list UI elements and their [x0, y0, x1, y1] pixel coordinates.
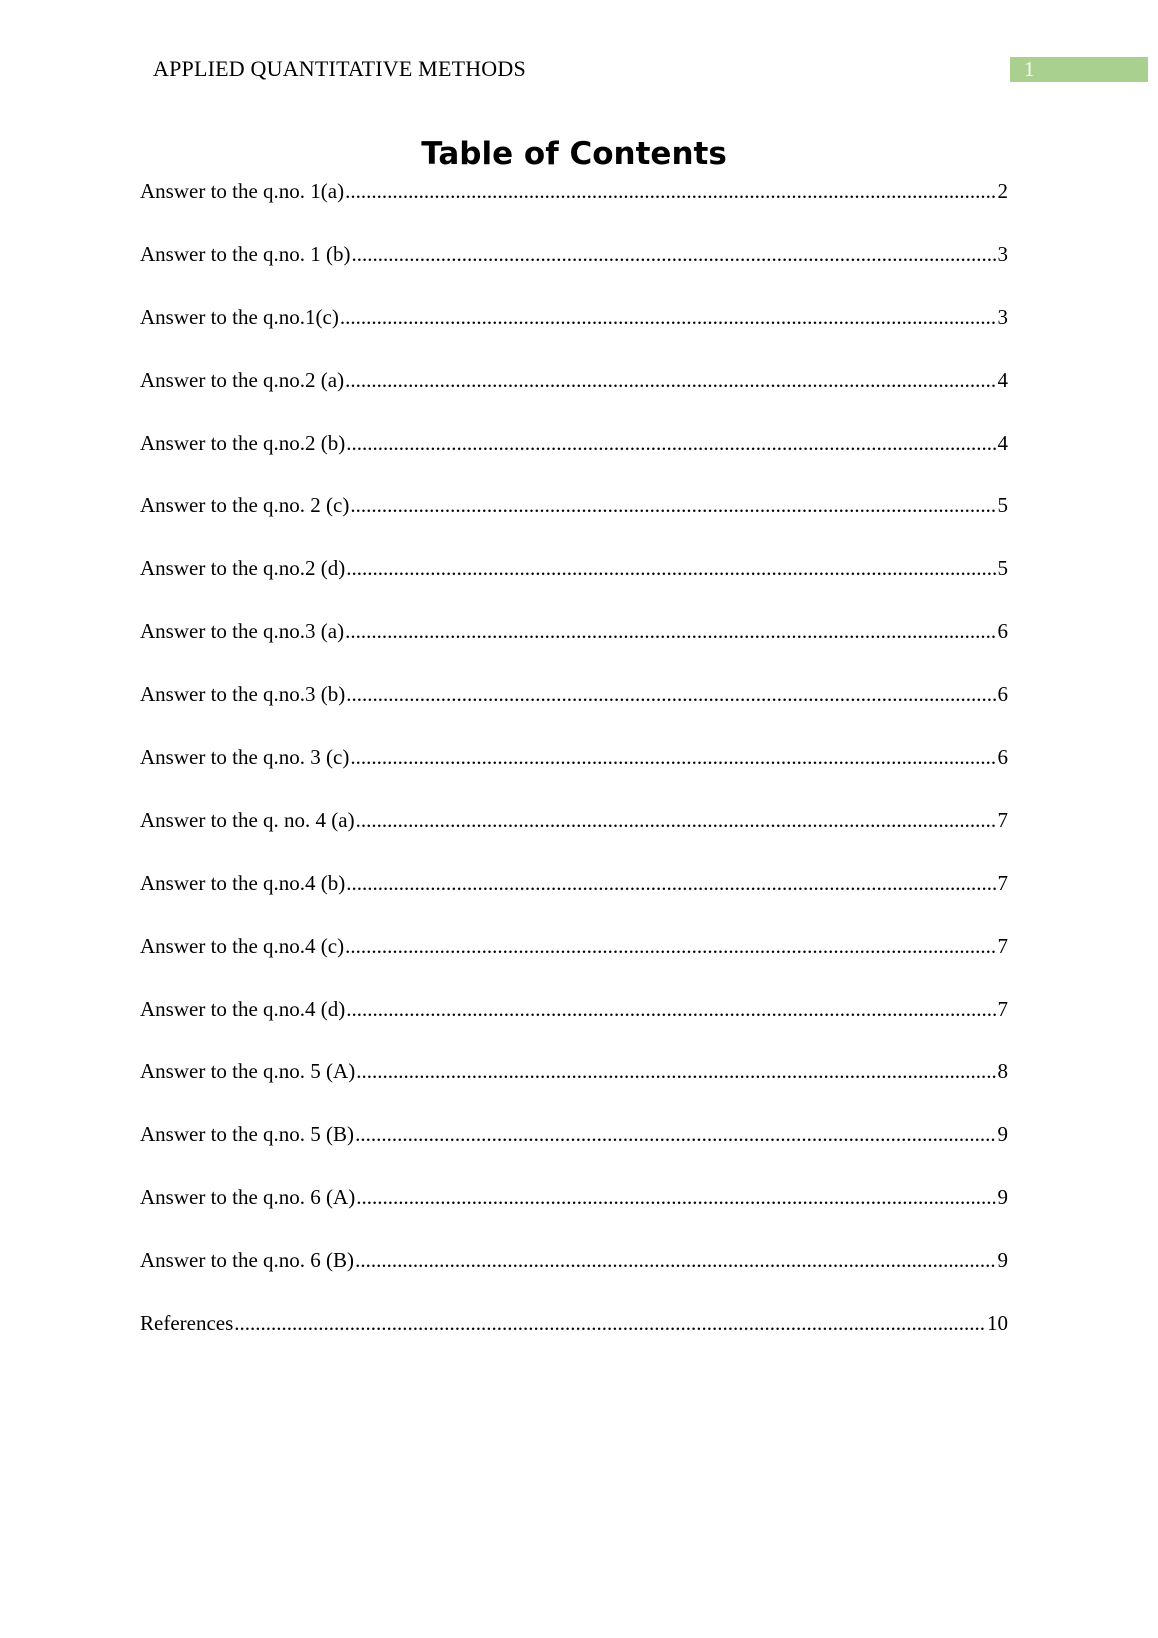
- dot-leader: [346, 679, 996, 709]
- toc-entry-label[interactable]: Answer to the q.no. 6 (A): [140, 1185, 356, 1210]
- running-head: APPLIED QUANTITATIVE METHODS: [153, 56, 526, 81]
- toc-entry[interactable]: [140, 805, 1008, 868]
- toc-entry-label[interactable]: Answer to the q.no.3 (b): [140, 682, 346, 707]
- toc-entry-page-number[interactable]: 8: [997, 1059, 1008, 1084]
- toc-entry-page-number[interactable]: 6: [997, 682, 1008, 707]
- toc-entry[interactable]: [140, 868, 1008, 931]
- dot-leader: [234, 1308, 986, 1338]
- dot-leader: [352, 239, 997, 269]
- dot-leader: [355, 1245, 996, 1275]
- toc-entry-page-number[interactable]: 5: [997, 556, 1008, 581]
- toc-list: [140, 176, 1008, 1371]
- dot-leader: [345, 931, 996, 961]
- dot-leader: [345, 176, 996, 206]
- page-number: 1: [1024, 57, 1035, 81]
- dot-leader: [346, 553, 996, 583]
- toc-entry-page-number[interactable]: 9: [997, 1248, 1008, 1273]
- toc-entry-page-number[interactable]: 5: [997, 493, 1008, 518]
- toc-entry-page-number[interactable]: 7: [997, 807, 1008, 832]
- page-number-badge: [1010, 57, 1148, 82]
- toc-entry[interactable]: [140, 1308, 1008, 1371]
- toc-entry-label[interactable]: Answer to the q.no. 5 (A): [140, 1059, 356, 1084]
- toc-entry-label[interactable]: Answer to the q.no.4 (b): [140, 870, 346, 895]
- dot-leader: [345, 365, 996, 395]
- dot-leader: [345, 616, 996, 646]
- toc-entry[interactable]: [140, 1056, 1008, 1119]
- toc-entry[interactable]: [140, 742, 1008, 805]
- toc-entry-label[interactable]: Answer to the q.no.2 (b): [140, 430, 346, 455]
- toc-entry-page-number[interactable]: 6: [997, 619, 1008, 644]
- page-header: [0, 0, 1158, 110]
- toc-entry-label[interactable]: Answer to the q.no. 6 (B): [140, 1248, 355, 1273]
- dot-leader: [346, 428, 996, 458]
- toc-entry-label[interactable]: Answer to the q.no.4 (c): [140, 933, 345, 958]
- toc-entry-label[interactable]: Answer to the q.no. 3 (c): [140, 745, 350, 770]
- dot-leader: [350, 490, 996, 520]
- dot-leader: [356, 1182, 996, 1212]
- toc-entry-page-number[interactable]: 9: [997, 1185, 1008, 1210]
- dot-leader: [356, 805, 997, 835]
- toc-entry-label[interactable]: Answer to the q.no. 1(a): [140, 179, 345, 203]
- toc-entry-page-number[interactable]: 3: [997, 241, 1008, 266]
- toc-entry[interactable]: [140, 1182, 1008, 1245]
- toc-entry[interactable]: [140, 176, 1008, 239]
- dot-leader: [356, 1056, 996, 1086]
- toc-entry[interactable]: [140, 239, 1008, 302]
- toc-entry[interactable]: [140, 302, 1008, 365]
- dot-leader: [346, 868, 996, 898]
- toc-entry-label[interactable]: Answer to the q.no.3 (a): [140, 619, 345, 644]
- toc-entry-page-number[interactable]: 6: [997, 745, 1008, 770]
- toc-entry-page-number[interactable]: 4: [997, 430, 1008, 455]
- dot-leader: [355, 1119, 996, 1149]
- toc-entry-page-number[interactable]: 7: [997, 996, 1008, 1021]
- toc-entry-label[interactable]: Answer to the q.no. 1 (b): [140, 241, 351, 266]
- toc-entry-label[interactable]: Answer to the q.no. 5 (B): [140, 1122, 355, 1147]
- toc-entry-label[interactable]: Answer to the q.no.2 (a): [140, 367, 345, 392]
- toc-entry-page-number[interactable]: 7: [997, 933, 1008, 958]
- toc-title: Table of Contents: [421, 136, 727, 172]
- toc-entry[interactable]: [140, 365, 1008, 428]
- toc-entry[interactable]: [140, 616, 1008, 679]
- dot-leader: [350, 742, 996, 772]
- toc-entry[interactable]: [140, 490, 1008, 553]
- toc-entry-page-number[interactable]: 7: [997, 870, 1008, 895]
- dot-leader: [346, 994, 996, 1024]
- toc-entry[interactable]: [140, 679, 1008, 742]
- toc-entry[interactable]: [140, 553, 1008, 616]
- toc-entry-page-number[interactable]: 10: [987, 1311, 1008, 1336]
- toc-entry[interactable]: [140, 994, 1008, 1057]
- toc-entry-page-number[interactable]: 3: [997, 304, 1008, 329]
- toc-entry-label[interactable]: Answer to the q.no. 2 (c): [140, 493, 350, 518]
- toc-entry-page-number[interactable]: 9: [997, 1122, 1008, 1147]
- toc-entry-label[interactable]: Answer to the q.no.1(c): [140, 304, 339, 329]
- toc-entry-label[interactable]: Answer to the q. no. 4 (a): [140, 807, 355, 832]
- toc-entry-label[interactable]: References: [140, 1311, 234, 1336]
- toc-entry-page-number[interactable]: 2: [997, 179, 1008, 203]
- toc-entry-label[interactable]: Answer to the q.no.4 (d): [140, 996, 346, 1021]
- toc-entry[interactable]: [140, 931, 1008, 994]
- dot-leader: [340, 302, 997, 332]
- toc-entry[interactable]: [140, 428, 1008, 491]
- toc-entry-page-number[interactable]: 4: [997, 367, 1008, 392]
- toc-entry[interactable]: [140, 1119, 1008, 1182]
- toc-entry-label[interactable]: Answer to the q.no.2 (d): [140, 556, 346, 581]
- toc-entry[interactable]: [140, 1245, 1008, 1308]
